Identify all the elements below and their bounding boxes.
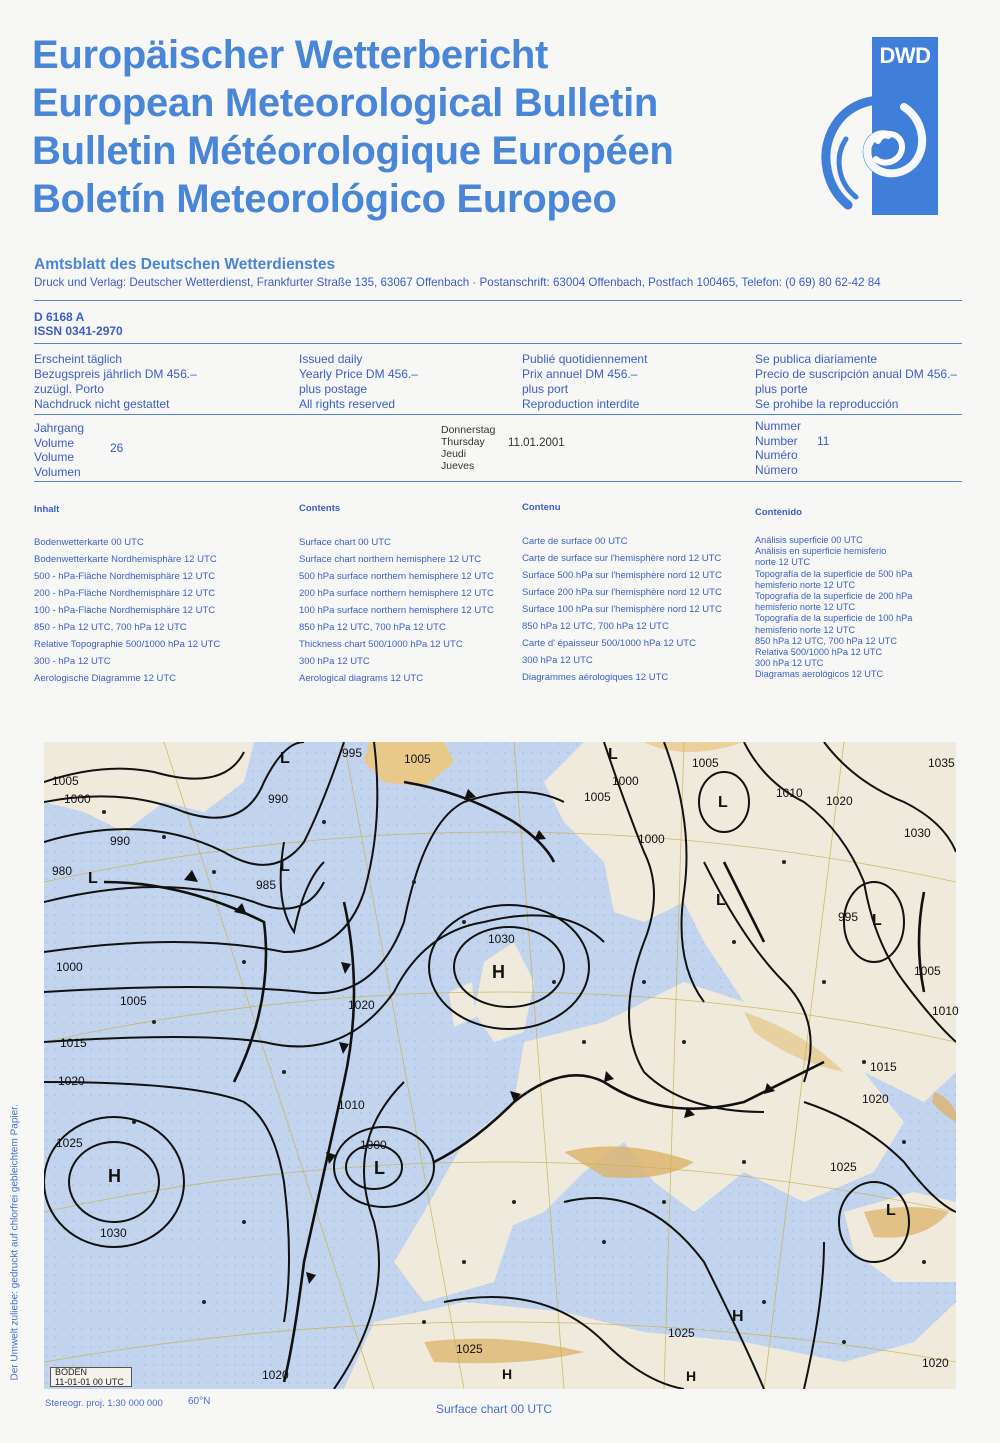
number-label: Nummer — [755, 419, 802, 433]
isobar-label: 1010 — [776, 786, 803, 800]
number-label: Number — [755, 433, 798, 448]
contents-item: 500 - hPa-Fläche Nordhemisphäre 12 UTC — [34, 571, 216, 582]
contents-item: Topografía de la superficie de 200 hPa hemisferio norte 12 UTC — [755, 591, 913, 613]
isobar-label: 1000 — [612, 774, 639, 788]
isobar-label: 1020 — [826, 794, 853, 808]
isobar-label: 1005 — [914, 964, 941, 978]
isobar-label: 1000 — [638, 832, 665, 846]
isobar-label: 1030 — [488, 932, 515, 946]
volume-labels — [34, 421, 84, 479]
environment-note: Der Umwelt zuliebe: gedruckt auf chlorfrei gebleichtem Papier. — [9, 1104, 21, 1381]
low-pressure-centre: L — [872, 912, 882, 929]
number-value: 11 — [817, 434, 830, 448]
contents-item: Relative Topographie 500/1000 hPa 12 UTC — [34, 639, 221, 650]
contents-item: 850 hPa 12 UTC, 700 hPa 12 UTC — [522, 621, 669, 632]
contents-item: Thickness chart 500/1000 hPa 12 UTC — [299, 639, 463, 650]
contents-item: Aerological diagrams 12 UTC — [299, 673, 424, 684]
projection-note: Stereogr. proj. 1:30 000 000 — [45, 1398, 163, 1409]
d-number: D 6168 A — [34, 310, 85, 324]
contents-item: Surface chart northern hemisphere 12 UTC — [299, 554, 482, 565]
isobar-label: 1025 — [668, 1326, 695, 1340]
isobar-label: 1015 — [870, 1060, 897, 1074]
contents-list-es — [755, 535, 965, 681]
pub-line: Publié quotidiennement — [522, 352, 648, 366]
low-pressure-centre: L — [718, 794, 728, 811]
contents-item: Topografía de la superficie de 100 hPa hemisferio norte 12 UTC — [755, 613, 913, 635]
contents-item: Surface 100 hPa sur l'hemisphère nord 12 UTC — [522, 604, 722, 615]
isobar-label: 1025 — [830, 1160, 857, 1174]
isobar-label: 995 — [838, 910, 859, 924]
isobar-label: 1005 — [52, 774, 79, 788]
high-pressure-centre: H — [686, 1368, 697, 1384]
pub-line: plus port — [522, 382, 569, 396]
high-pressure-centre: H — [492, 962, 505, 982]
isobar-label: 1000 — [56, 960, 83, 974]
isobar-label: 1015 — [60, 1036, 87, 1050]
divider — [34, 481, 962, 482]
divider — [34, 414, 962, 415]
volume-label: Volumen — [34, 464, 81, 479]
publication-info-de — [34, 352, 197, 412]
contents-item: Topografía de la superficie de 500 hPa hemisferio norte 12 UTC — [755, 568, 913, 590]
contents-item: 200 - hPa-Fläche Nordhemisphäre 12 UTC — [34, 588, 216, 599]
isobar-label: 1005 — [120, 994, 147, 1008]
isobar-label: 1000 — [64, 792, 91, 806]
pub-line: Reproduction interdite — [522, 397, 640, 411]
isobar-label: 1020 — [922, 1356, 949, 1370]
surface-weather-map — [44, 742, 959, 1389]
contents-item: Análisis en superficie hemisferio norte 12 UTC — [755, 546, 887, 568]
latitude-note: 60°N — [188, 1396, 211, 1407]
weekday-label: Jueves — [441, 460, 475, 472]
swirl-icon — [818, 37, 938, 215]
isobar-label: 985 — [256, 878, 277, 892]
contents-item: Relativa 500/1000 hPa 12 UTC — [755, 647, 883, 658]
volume-label: Volume — [34, 435, 75, 450]
divider — [34, 343, 962, 344]
isobar-label: 990 — [268, 792, 289, 806]
weekday-label: Thursday — [441, 436, 485, 448]
pub-line: Precio de suscripción anual DM 456.– — [755, 367, 958, 381]
low-pressure-centre: L — [716, 892, 726, 909]
map-stamp-time: 11-01-01 00 UTC — [55, 1376, 124, 1387]
volume-label: Volume — [34, 450, 75, 464]
map-stamp — [50, 1367, 132, 1387]
number-labels — [755, 419, 801, 477]
contents-item: Diagramas aerológicos 12 UTC — [755, 669, 884, 680]
contents-list-de — [34, 534, 220, 687]
isobar-label: 980 — [52, 864, 73, 878]
contents-item: Surface 500 hPa sur l'hemisphère nord 12 UTC — [522, 570, 722, 581]
isobar-label: 1005 — [404, 752, 431, 766]
isobar-label: 1020 — [58, 1074, 85, 1088]
low-pressure-centre: L — [88, 870, 98, 887]
contents-item: 300 - hPa 12 UTC — [34, 656, 111, 667]
contents-list-fr — [522, 533, 722, 686]
contents-item: Carte de surface 00 UTC — [522, 536, 628, 547]
contents-item: Surface 200 hPa sur l'hemisphère nord 12 UTC — [522, 587, 722, 598]
high-pressure-centre: H — [732, 1308, 744, 1325]
contents-heading-en: Contents — [299, 503, 341, 514]
official-gazette-title: Amtsblatt des Deutschen Wetterdienstes — [34, 256, 336, 273]
high-pressure-centre: H — [502, 1366, 513, 1382]
isobar-label: 1020 — [348, 998, 375, 1012]
pub-line: plus postage — [299, 382, 368, 396]
isobar-label: 995 — [342, 746, 363, 760]
contents-item: Diagrammes aérologiques 12 UTC — [522, 672, 669, 683]
publication-info-fr — [522, 352, 647, 412]
contents-item: Bodenwetterkarte Nordhemisphäre 12 UTC — [34, 554, 217, 565]
pub-line: zuzügl. Porto — [34, 382, 105, 396]
volume-label: Jahrgang — [34, 421, 85, 435]
pub-line: Erscheint täglich — [34, 352, 123, 366]
contents-item: Análisis superficie 00 UTC — [755, 535, 863, 545]
high-pressure-centre: H — [108, 1166, 121, 1186]
title-spanish: Boletín Meteorológico Europeo — [32, 177, 617, 221]
issue-date: 11.01.2001 — [508, 437, 565, 449]
pub-line: Bezugspreis jährlich DM 456.– — [34, 367, 197, 381]
low-pressure-centre: L — [280, 858, 290, 875]
pub-line: plus porte — [755, 382, 808, 396]
dwd-logo — [818, 37, 938, 215]
title-french: Bulletin Météorologique Européen — [32, 129, 674, 173]
isobar-label: 1010 — [932, 1004, 959, 1018]
volume-value: 26 — [110, 441, 124, 455]
isobar-label: 1005 — [692, 756, 719, 770]
logo-text: DWD — [879, 43, 931, 68]
contents-item: 300 hPa 12 UTC — [755, 658, 824, 669]
weekday-labels — [441, 424, 495, 472]
isobar-label: 1020 — [262, 1368, 289, 1382]
title-english: European Meteorological Bulletin — [32, 81, 659, 125]
isobar-label: 990 — [110, 834, 131, 848]
pub-line: Se prohibe la reproducción — [755, 397, 899, 411]
map-caption: Surface chart 00 UTC — [436, 1402, 553, 1416]
low-pressure-centre: L — [374, 1158, 385, 1178]
contents-item: Surface chart 00 UTC — [299, 537, 391, 548]
contents-item: 300 hPa 12 UTC — [522, 655, 593, 666]
publication-info-es — [755, 352, 957, 412]
isobar-label: 1010 — [338, 1098, 365, 1112]
contents-item: 300 hPa 12 UTC — [299, 656, 370, 667]
pub-line: Issued daily — [299, 352, 363, 366]
contents-item: 850 hPa 12 UTC, 700 hPa 12 UTC — [299, 622, 446, 633]
number-label: Numéro — [755, 448, 798, 462]
isobar-label: 1000 — [360, 1138, 387, 1152]
low-pressure-centre: L — [886, 1202, 896, 1219]
isobar-label: 1020 — [862, 1092, 889, 1106]
low-pressure-centre: L — [608, 746, 618, 763]
isobar-label: 1030 — [100, 1226, 127, 1240]
isobar-label: 1025 — [456, 1342, 483, 1356]
contents-item: 850 hPa 12 UTC, 700 hPa 12 UTC — [755, 635, 897, 646]
contents-heading-fr: Contenu — [522, 502, 561, 513]
number-label: Número — [755, 462, 798, 477]
pub-line: Nachdruck nicht gestattet — [34, 397, 170, 411]
isobar-label: 1005 — [584, 790, 611, 804]
pub-line: Yearly Price DM 456.– — [299, 367, 418, 381]
publication-info-en — [299, 352, 418, 412]
pub-line: Se publica diariamente — [755, 352, 878, 366]
contents-item: Bodenwetterkarte 00 UTC — [34, 537, 144, 548]
issn: ISSN 0341-2970 — [34, 324, 123, 338]
contents-item: Aerologische Diagramme 12 UTC — [34, 673, 177, 684]
divider — [34, 300, 962, 301]
publisher-address: Druck und Verlag: Deutscher Wetterdienst, Frankfurter Straße 135, 63067 Offenbach · Postanschrift: 63004 Offenbach, Postfach 100465, Telefon: (0 69) 80 62-42 84 — [34, 276, 881, 289]
isobar-label: 1035 — [928, 756, 955, 770]
contents-list-en — [299, 534, 494, 687]
contents-heading-de: Inhalt — [34, 504, 60, 515]
contents-item: 100 hPa surface northern hemisphere 12 UTC — [299, 605, 494, 616]
contents-item: 100 - hPa-Fläche Nordhemisphäre 12 UTC — [34, 605, 216, 616]
isobar-label: 1025 — [56, 1136, 83, 1150]
contents-item: 850 - hPa 12 UTC, 700 hPa 12 UTC — [34, 622, 187, 633]
contents-item: Carte de surface sur l'hemisphère nord 12 UTC — [522, 553, 722, 564]
map-stamp-type: BODEN — [55, 1367, 88, 1377]
contents-item: 200 hPa surface northern hemisphere 12 UTC — [299, 588, 494, 599]
contents-item: 500 hPa surface northern hemisphere 12 UTC — [299, 571, 494, 582]
isobar-label: 1030 — [904, 826, 931, 840]
contents-item: Carte d' épaisseur 500/1000 hPa 12 UTC — [522, 638, 696, 649]
weekday-label: Donnerstag — [441, 424, 496, 436]
pub-line: Prix annuel DM 456.– — [522, 367, 638, 381]
contents-heading-es: Contenido — [755, 507, 802, 518]
title-german: Europäischer Wetterbericht — [32, 33, 549, 77]
weekday-label: Jeudi — [441, 448, 467, 460]
low-pressure-centre: L — [280, 750, 290, 767]
pub-line: All rights reserved — [299, 397, 396, 411]
